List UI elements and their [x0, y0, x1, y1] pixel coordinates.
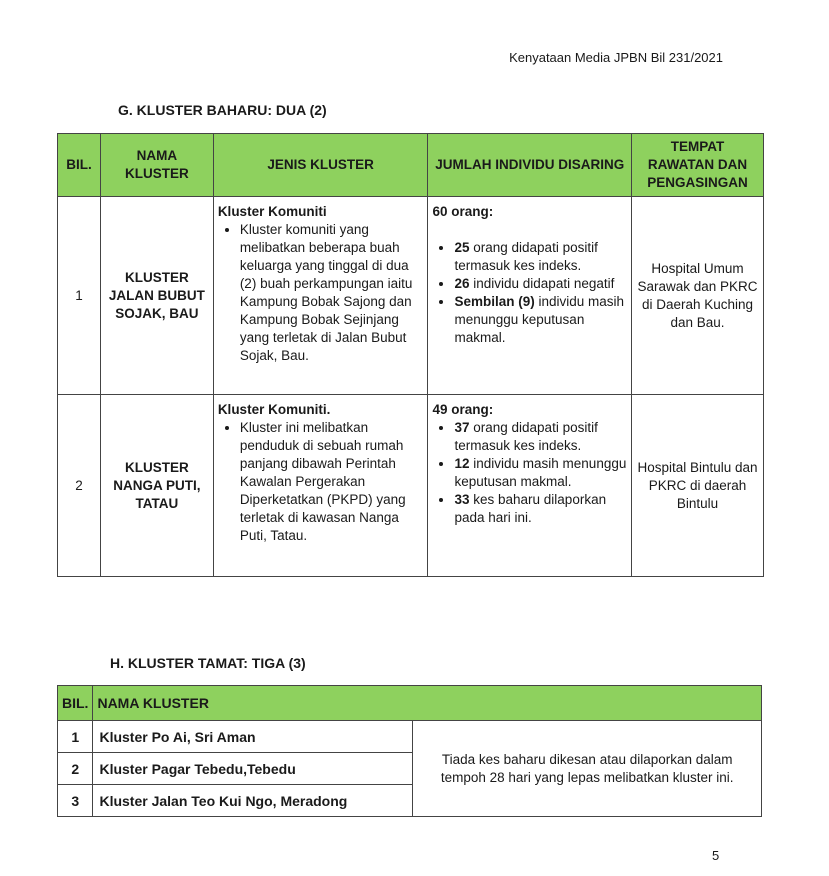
count-text: individu didapati negatif — [469, 276, 615, 291]
new-clusters-table — [57, 133, 764, 577]
col-header-jumlah-individu: JUMLAH INDIVIDU DISARING — [428, 134, 632, 197]
table-row — [58, 721, 762, 753]
count-value: 12 — [454, 456, 470, 471]
row-bil: 3 — [58, 785, 93, 817]
count-text: orang didapati positif termasuk kes indeks. — [454, 240, 598, 273]
list-item: • Kluster komuniti yang melibatkan beberapa buah keluarga yang tinggal di dua (2) buah perkampungan iaitu Kampung Bobak Sajong dan Kampung Bobak Sejinjang yang terletak di Jalan Bubut Sojak, Bau. — [240, 221, 424, 365]
count-text: individu masih menunggu keputusan makmal. — [454, 294, 625, 345]
col-header-bil: BIL. — [58, 686, 93, 721]
jenis-list — [218, 419, 424, 545]
row-jumlah-individu — [428, 197, 632, 395]
table-header-row — [58, 134, 764, 197]
document-reference: Kenyataan Media JPBN Bil 231/2021 — [509, 50, 723, 65]
count-value: 26 — [454, 276, 470, 291]
row-bil: 2 — [58, 395, 101, 577]
col-header-nama-kluster: NAMA KLUSTER — [93, 686, 762, 721]
jumlah-heading: 60 orang: — [432, 204, 494, 219]
row-nama-kluster: Kluster Po Ai, Sri Aman — [93, 721, 413, 753]
row-nama-kluster: Kluster Pagar Tebedu,Tebedu — [93, 753, 413, 785]
jenis-list — [218, 221, 424, 365]
count-text: kes baharu dilaporkan pada hari ini. — [454, 492, 607, 525]
jumlah-list — [432, 419, 627, 527]
count-text: individu masih menunggu keputusan makmal. — [454, 456, 627, 489]
row-jumlah-individu — [428, 395, 632, 577]
list-item — [454, 239, 627, 275]
col-header-bil: BIL. — [58, 134, 101, 197]
row-nama-kluster: KLUSTER NANGA PUTI, TATAU — [100, 395, 213, 577]
row-nama-kluster: KLUSTER JALAN BUBUT SOJAK, BAU — [100, 197, 213, 395]
row-bil: 1 — [58, 197, 101, 395]
row-bil: 2 — [58, 753, 93, 785]
list-item — [454, 491, 627, 527]
count-text: orang didapati positif termasuk kes indeks. — [454, 420, 598, 453]
section-g-title: G. KLUSTER BAHARU: DUA (2) — [118, 102, 327, 118]
section-h-title: H. KLUSTER TAMAT: TIGA (3) — [110, 655, 306, 671]
col-header-tempat-rawatan: TEMPAT RAWATAN DAN PENGASINGAN — [632, 134, 764, 197]
row-tempat-rawatan: Hospital Umum Sarawak dan PKRC di Daerah Kuching dan Bau. — [632, 197, 764, 395]
count-value: 37 — [454, 420, 470, 435]
jumlah-list — [432, 239, 627, 347]
list-item — [454, 419, 627, 455]
list-item — [454, 293, 627, 347]
count-value: 33 — [454, 492, 470, 507]
col-header-jenis-kluster: JENIS KLUSTER — [213, 134, 428, 197]
jumlah-heading: 49 orang: — [432, 402, 494, 417]
row-jenis-kluster — [213, 395, 428, 577]
list-item — [454, 275, 627, 293]
table-row — [58, 395, 764, 577]
count-value: 25 — [454, 240, 470, 255]
jenis-heading: Kluster Komuniti — [217, 204, 327, 219]
list-item: • Kluster ini melibatkan penduduk di sebuah rumah panjang dibawah Perintah Kawalan Pergerakan Diperketatkan (PKPD) yang terletak di kawasan Nanga Puti, Tatau. — [240, 419, 424, 545]
jenis-heading: Kluster Komuniti. — [217, 402, 331, 417]
row-tempat-rawatan: Hospital Bintulu dan PKRC di daerah Bintulu — [632, 395, 764, 577]
count-value: Sembilan (9) — [454, 294, 535, 309]
table-header-row — [58, 686, 762, 721]
list-item — [454, 455, 627, 491]
ended-clusters-note: Tiada kes baharu dikesan atau dilaporkan dalam tempoh 28 hari yang lepas melibatkan kluster ini. — [413, 721, 762, 817]
row-jenis-kluster — [213, 197, 428, 395]
row-nama-kluster: Kluster Jalan Teo Kui Ngo, Meradong — [93, 785, 413, 817]
page-number: 5 — [712, 848, 720, 863]
col-header-nama-kluster: NAMA KLUSTER — [100, 134, 213, 197]
row-bil: 1 — [58, 721, 93, 753]
ended-clusters-table — [57, 685, 762, 817]
table-row — [58, 197, 764, 395]
